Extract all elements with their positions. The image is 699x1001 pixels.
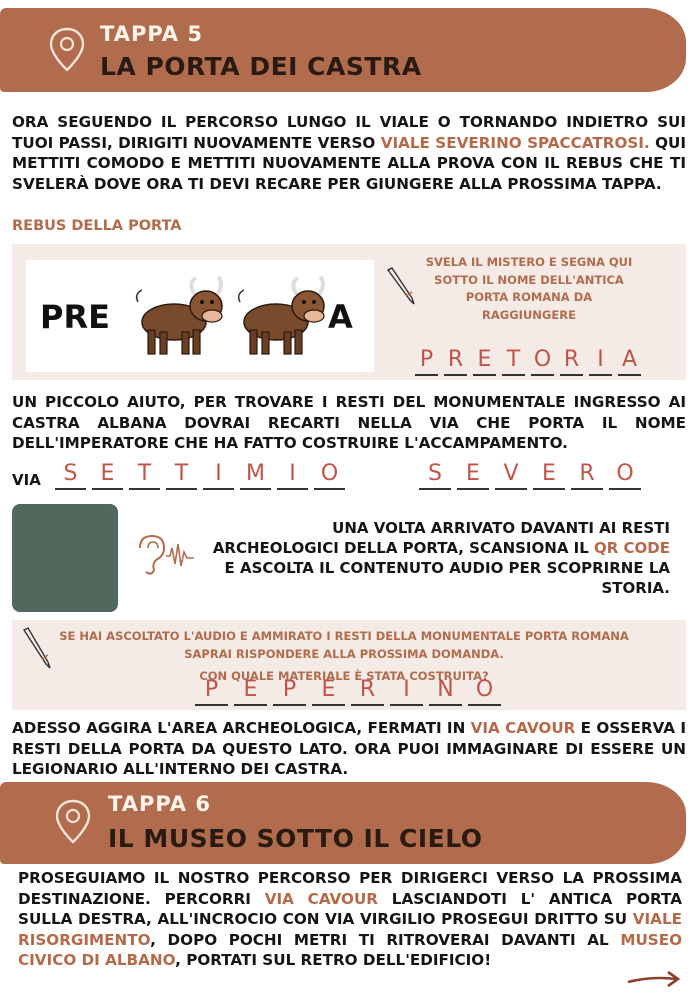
answer-letter: S: [428, 461, 442, 486]
tappa5-title: LA PORTA DEI CASTRA: [100, 52, 422, 81]
t6-text-2: LASCIANDOTI L' ANTICA PORTA SULLA DESTRA, ALL'INCROCIO CON VIA VIRGILIO PROSEGUI DRITTO SU: [18, 889, 682, 928]
answer-letter-slot[interactable]: [426, 678, 465, 706]
answer-letter: I: [597, 347, 604, 372]
qr-text-1: UNA VOLTA ARRIVATO DAVANTI AI RESTI ARCHEOLOGICI DELLA PORTA, SCANSIONA IL: [212, 519, 670, 557]
cavour-paragraph: [12, 718, 686, 780]
answer-letter-slot[interactable]: [470, 348, 499, 376]
answer-letter-slot[interactable]: [231, 678, 270, 706]
t6-highlight-cavour: VIA CAVOUR: [264, 889, 378, 908]
rebus-panel: [12, 244, 686, 380]
answer-letter-slot[interactable]: [615, 348, 644, 376]
tappa6-title: IL MUSEO SOTTO IL CIELO: [108, 824, 483, 853]
answer-letter-slot[interactable]: [586, 348, 615, 376]
answer-letter: E: [100, 461, 115, 486]
answer-letter-slot[interactable]: [441, 348, 470, 376]
qr-code-placeholder[interactable]: [12, 504, 118, 612]
via-answer-word2: [416, 462, 644, 490]
t6-highlight-museo: MUSEO CIVICO DI ALBANO: [18, 930, 682, 969]
cavour-text-1: ADESSO AGGIRA L'AREA ARCHEOLOGICA, FERMATI IN: [12, 719, 471, 737]
answer-letter-slot[interactable]: [52, 462, 89, 490]
rebus-image: [26, 260, 374, 372]
t6-text-4: , PORTATI SUL RETRO DELL'EDIFICIO!: [175, 951, 492, 969]
t6-text-3: , DOPO POCHI METRI TI RITROVERAI DAVANTI AL: [150, 930, 621, 949]
answer-letter-slot[interactable]: [274, 462, 311, 490]
answer-letter: R: [359, 677, 376, 702]
answer-letter: T: [137, 461, 152, 486]
answer-letter-slot[interactable]: [270, 678, 309, 706]
intro-text-1: ORA SEGUENDO IL PERCORSO LUNGO IL VIALE O TORNANDO INDIETRO SUI TUOI PASSI, DIRIGITI NUOVAMENTE VERSO: [12, 113, 686, 152]
answer-letter-slot[interactable]: [387, 678, 426, 706]
answer-letter: I: [289, 461, 296, 486]
answer-letter: T: [506, 347, 521, 372]
rebus-prefix: PRE: [40, 298, 110, 336]
cavour-text-2: E OSSERVA I RESTI DELLA PORTA DA QUESTO LATO. ORA PUOI IMMAGINARE DI ESSERE UN LEGIONARIO ALL'INTERNO DEI CASTRA.: [12, 719, 686, 778]
intro-highlight-street: VIALE SEVERINO SPACCATROSI.: [380, 133, 650, 152]
tappa6-banner: [0, 782, 686, 864]
answer-letter-slot[interactable]: [311, 462, 348, 490]
answer-letter-slot[interactable]: [126, 462, 163, 490]
ear-sound-icon: [132, 532, 196, 578]
answer-letter-slot[interactable]: [499, 348, 528, 376]
answer-letter: I: [403, 677, 410, 702]
bull-illustration: [130, 272, 228, 358]
answer-letter-slot[interactable]: [454, 462, 492, 490]
answer-letter: E: [466, 461, 480, 486]
via-label: VIA: [12, 471, 41, 489]
tappa5-label: TAPPA 5: [100, 22, 203, 46]
tappa6-label: TAPPA 6: [108, 792, 211, 816]
answer-letter: R: [563, 347, 580, 372]
rebus-instruction: SVELA IL MISTERO E SEGNA QUI SOTTO IL NOME DELL'ANTICA PORTA ROMANA DA RAGGIUNGERE: [425, 255, 633, 322]
answer-letter-slot[interactable]: [412, 348, 441, 376]
map-pin-icon: [46, 26, 88, 74]
audio-question-line2: SAPRAI RISPONDERE ALLA PROSSIMA DOMANDA.: [184, 647, 504, 661]
answer-letter: V: [503, 461, 519, 486]
audio-question-line1: SE HAI ASCOLTATO L'AUDIO E AMMIRATO I RESTI DELLA MONUMENTALE PORTA ROMANA: [59, 629, 629, 643]
pencil-icon: [384, 266, 418, 306]
answer-letter-slot[interactable]: [465, 678, 504, 706]
answer-letter-slot[interactable]: [200, 462, 237, 490]
next-arrow-icon[interactable]: [626, 968, 682, 990]
qr-code-highlight: QR CODE: [594, 539, 670, 557]
qr-instructions: [210, 518, 670, 598]
answer-letter: S: [63, 461, 78, 486]
answer-letter: E: [542, 461, 556, 486]
answer-letter-slot[interactable]: [528, 348, 557, 376]
audio-question-panel: [12, 620, 686, 710]
rebus-answer: [412, 348, 644, 376]
via-answer-word1: [52, 462, 348, 490]
rebus-label: REBUS DELLA PORTA: [12, 218, 182, 234]
answer-letter-slot[interactable]: [530, 462, 568, 490]
t6-highlight-risorgimento: VIALE RISORGIMENTO: [18, 910, 682, 949]
answer-letter: R: [447, 347, 464, 372]
answer-letter-slot[interactable]: [163, 462, 200, 490]
answer-letter: M: [246, 461, 265, 486]
hint-paragraph: UN PICCOLO AIUTO, PER TROVARE I RESTI DEL MONUMENTALE INGRESSO AI CASTRA ALBANA DOVRAI RECARTI NELLA VIA CHE PORTA IL NOME DELL'IMPERATORE CHE HA FATTO COSTRUIRE L'ACCAMPAMENTO.: [12, 393, 686, 452]
answer-letter: P: [419, 347, 434, 372]
answer-letter: P: [282, 677, 297, 702]
answer-letter: E: [477, 347, 492, 372]
map-pin-icon: [52, 798, 94, 846]
answer-letter: O: [320, 461, 339, 486]
answer-letter-slot[interactable]: [606, 462, 644, 490]
answer-letter: T: [174, 461, 189, 486]
answer-letter: O: [475, 677, 494, 702]
answer-letter: I: [215, 461, 222, 486]
tappa5-banner: [0, 8, 686, 92]
answer-letter: N: [437, 677, 454, 702]
answer-letter-slot[interactable]: [192, 678, 231, 706]
cavour-highlight: VIA CAVOUR: [470, 719, 576, 737]
answer-letter-slot[interactable]: [309, 678, 348, 706]
answer-letter-slot[interactable]: [492, 462, 530, 490]
tappa6-paragraph: [18, 868, 682, 971]
rebus-suffix: A: [328, 298, 353, 336]
qr-text-2: E ASCOLTA IL CONTENUTO AUDIO PER SCOPRIRNE LA STORIA.: [224, 559, 670, 597]
audio-question: CON QUALE MATERIALE È STATA COSTRUITA?: [199, 669, 489, 683]
answer-letter: A: [621, 347, 638, 372]
answer-letter: P: [204, 677, 219, 702]
answer-letter: O: [616, 461, 634, 486]
answer-letter-slot[interactable]: [557, 348, 586, 376]
intro-text-2: QUI METTITI COMODO E METTITI NUOVAMENTE ALLA PROVA CON IL REBUS CHE TI SVELERÀ DOVE ORA TI DEVI RECARE PER GIUNGERE ALLA PROSSIMA TAPPA.: [12, 133, 687, 193]
material-answer: [192, 678, 504, 706]
answer-letter: O: [533, 347, 552, 372]
answer-letter-slot[interactable]: [348, 678, 387, 706]
t6-text-1: PROSEGUIAMO IL NOSTRO PERCORSO PER DIRIGERCI VERSO LA PROSSIMA DESTINAZIONE. PERCORRI: [18, 869, 682, 908]
answer-letter-slot[interactable]: [568, 462, 606, 490]
answer-letter: E: [243, 677, 258, 702]
answer-letter-slot[interactable]: [89, 462, 126, 490]
bull-illustration: [232, 272, 330, 358]
tappa5-intro: [12, 112, 686, 194]
answer-letter-slot[interactable]: [237, 462, 274, 490]
answer-letter-slot[interactable]: [416, 462, 454, 490]
answer-letter: E: [321, 677, 336, 702]
answer-letter: R: [579, 461, 595, 486]
